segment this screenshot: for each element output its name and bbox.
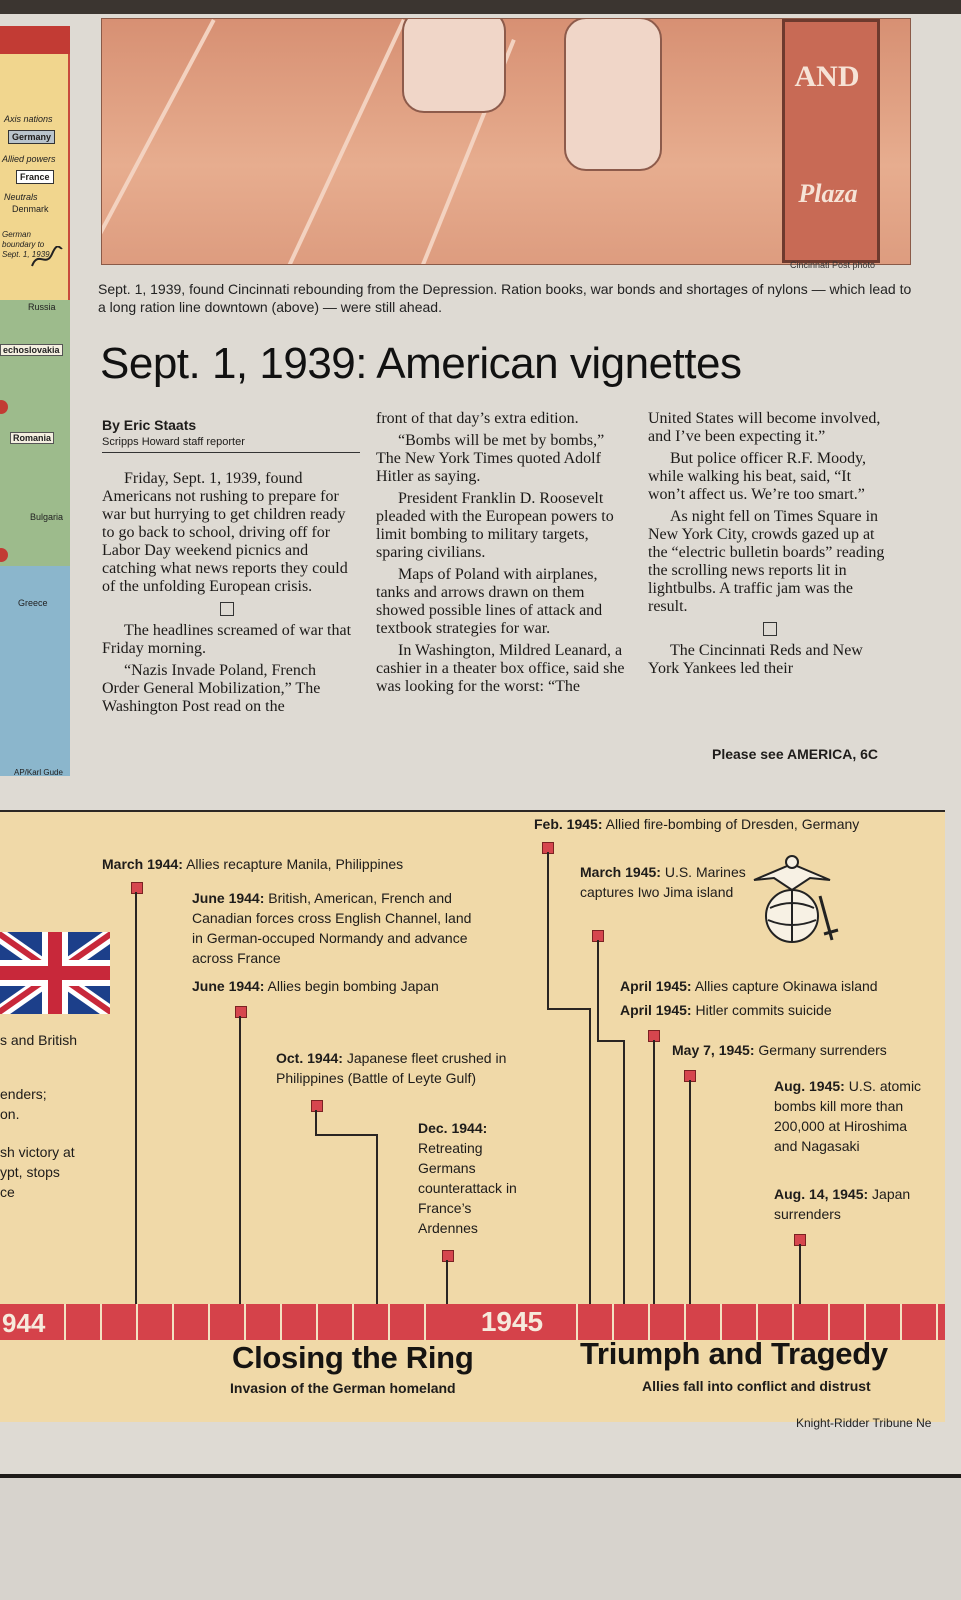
cut-text: ypt, stops: [0, 1164, 60, 1180]
article-column-1: [102, 470, 352, 716]
car-image: [564, 18, 662, 171]
country-label: Greece: [18, 598, 48, 608]
timeline-leader: [135, 892, 137, 1304]
section-break-square: [763, 622, 777, 636]
timeline-leader: [799, 1244, 801, 1304]
paragraph: In Washington, Mildred Leanard, a cashier in a theater box office, said she was looking for the worst: “The: [376, 642, 625, 695]
byline: By Eric Staats: [102, 417, 197, 433]
paragraph: The headlines screamed of war that Friday morning.: [102, 622, 352, 657]
map-marker: [0, 548, 8, 562]
jump-reference: Please see AMERICA, 6C: [712, 746, 878, 762]
event-marker: [131, 882, 143, 894]
country-label: Romania: [10, 432, 54, 444]
paragraph: But police officer R.F. Moody, while walking his beat, said, “It won’t affect us. We’re too smart.”: [648, 450, 867, 503]
timeline-event: May 7, 1945: Germany surrenders: [672, 1042, 887, 1058]
article-column-3: [648, 410, 892, 678]
timeline-leader: [597, 940, 599, 1042]
country-label: Russia: [28, 302, 56, 312]
paragraph: President Franklin D. Roosevelt pleaded with the European powers to limit bombing to military targets, sparing civilians.: [376, 490, 614, 561]
legend-boundary-label: German boundary to Sept. 1, 1939: [2, 230, 50, 259]
timeline-event: April 1945: Hitler commits suicide: [620, 1002, 832, 1018]
article-column-2: [376, 410, 632, 696]
section-subtitle: Allies fall into conflict and distrust: [642, 1378, 871, 1394]
country-label: Bulgaria: [30, 512, 64, 522]
paragraph: “Bombs will be met by bombs,” The New York Times quoted Adolf Hitler as saying.: [376, 432, 605, 485]
byline-rule: [102, 452, 360, 453]
legend-allied-example: France: [16, 170, 54, 184]
timeline-event: March 1944: Allies recapture Manila, Philippines: [102, 856, 404, 872]
timeline-leader: [547, 1008, 591, 1010]
timeline-event: Aug. 14, 1945: Japan surrenders: [774, 1186, 911, 1222]
paragraph: Friday, Sept. 1, 1939, found Americans not rushing to prepare for war but hurrying to get children ready to go back to school, driving off for Labor Day weekend picnics and catching what news reports they could of the unfolding European crisis.: [102, 470, 348, 595]
section-subtitle: Invasion of the German homeland: [230, 1380, 456, 1396]
map-marker: [0, 400, 8, 414]
cut-text: on.: [0, 1106, 20, 1122]
paragraph: Maps of Poland with airplanes, tanks and arrows drawn on them showed possible lines of attack and textbook strategies for war.: [376, 566, 603, 637]
boundary-line-icon: [30, 246, 64, 270]
year-label-1944: 944: [2, 1308, 46, 1338]
usmc-emblem-icon: [744, 850, 840, 954]
legend-axis-label: Axis nations: [4, 114, 53, 124]
paragraph: “Nazis Invade Poland, French Order General Mobilization,” The Washington Post read on the: [102, 662, 321, 715]
timeline-leader: [547, 852, 549, 1010]
legend-neutral-example: Denmark: [12, 204, 49, 214]
timeline-event: Feb. 1945: Allied fire-bombing of Dresden, Germany: [534, 816, 860, 832]
map-legend: [0, 54, 70, 300]
photo-caption: Sept. 1, 1939, found Cincinnati rebounding from the Depression. Ration books, war bonds and shortages of nylons — which lead to a long ration line downtown (above) — were still ahead.: [98, 281, 912, 315]
byline-role: Scripps Howard staff reporter: [102, 436, 245, 448]
timeline-leader: [653, 1040, 655, 1304]
timeline-leader: [597, 1040, 625, 1042]
europe-map: [0, 26, 70, 776]
timeline-leader: [315, 1134, 378, 1136]
war-timeline: [0, 810, 945, 1422]
section-title: Triumph and Tragedy: [580, 1336, 888, 1371]
timeline-leader: [376, 1134, 378, 1304]
car-image: [402, 18, 506, 113]
timeline-event: Aug. 1945: U.S. atomic bombs kill more than 200,000 at Hiroshima and Nagasaki: [774, 1078, 922, 1154]
timeline-event: Dec. 1944: Retreating Germans counterattack in France’s Ardennes: [418, 1120, 517, 1236]
timeline-leader: [446, 1260, 448, 1304]
event-marker: [235, 1006, 247, 1018]
timeline-leader: [315, 1110, 317, 1136]
cut-text: s and British: [0, 1032, 78, 1048]
union-jack-flag: [0, 932, 110, 1014]
legend-neutral-label: Neutrals: [4, 192, 38, 202]
paragraph: As night fell on Times Square in New York City, crowds gazed up at the “electric bulletin boards” reading the scrolling news reports lit in lightbulbs. A traffic jam was the result.: [648, 508, 885, 615]
timeline-leader: [689, 1080, 691, 1304]
year-label-1945: 1945: [456, 1304, 568, 1340]
sign-letters: AND: [794, 60, 860, 93]
paragraph: The Cincinnati Reds and New York Yankees led their: [648, 642, 863, 677]
photo-credit: Cincinnati Post photo: [790, 260, 876, 270]
event-marker: [311, 1100, 323, 1112]
timeline-event: April 1945: Allies capture Okinawa island: [620, 978, 878, 994]
paragraph: United States will become involved, and I’ve been expecting it.”: [648, 410, 881, 445]
timeline-event: Oct. 1944: Japanese fleet crushed in Philippines (Battle of Leyte Gulf): [276, 1050, 507, 1086]
paragraph: front of that day’s extra edition.: [376, 410, 579, 427]
cut-text: sh victory at: [0, 1144, 75, 1160]
section-title: Closing the Ring: [232, 1340, 474, 1375]
cut-text: enders;: [0, 1086, 47, 1102]
timeline-leader: [239, 1016, 241, 1304]
sign-script: Plaza: [798, 179, 858, 208]
article-headline: Sept. 1, 1939: American vignettes: [100, 339, 742, 388]
timeline-leader: [623, 1040, 625, 1304]
timeline-event: June 1944: Allies begin bombing Japan: [192, 978, 439, 994]
section-break-square: [220, 602, 234, 616]
country-label: echoslovakia: [0, 344, 63, 356]
legend-axis-example: Germany: [8, 130, 55, 144]
legend-allied-label: Allied powers: [2, 154, 56, 164]
timeline-event: March 1945: U.S. Marines captures Iwo Jima island: [580, 864, 746, 900]
map-credit: AP/Karl Gude: [14, 768, 63, 777]
event-marker: [442, 1250, 454, 1262]
cut-text: ce: [0, 1184, 15, 1200]
timeline-event: June 1944: British, American, French and Canadian forces cross English Channel, land in German-occuped Normandy and advance across France: [192, 890, 472, 966]
graphic-credit: Knight-Ridder Tribune Ne: [796, 1416, 932, 1430]
theater-sign: [782, 19, 880, 263]
timeline-leader: [589, 1008, 591, 1304]
map-header-band: [0, 26, 70, 54]
top-edge: [0, 0, 961, 14]
page-margin: [0, 1478, 961, 1600]
street-photo: [101, 18, 911, 265]
